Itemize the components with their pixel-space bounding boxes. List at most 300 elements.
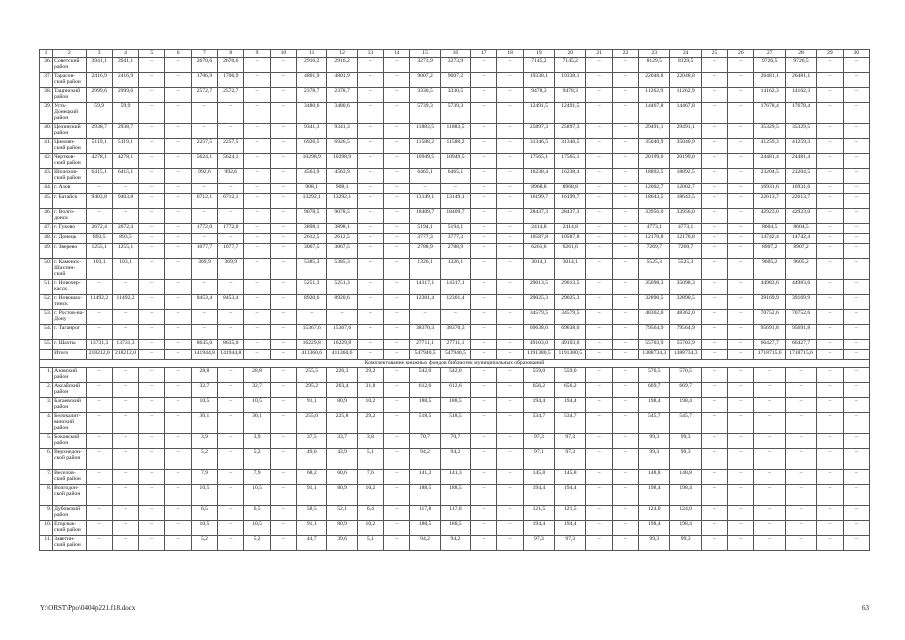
table-cell: – [112, 398, 138, 413]
table-cell: 141,3 [440, 470, 470, 485]
table-cell: – [612, 73, 638, 88]
table-cell: – [612, 485, 638, 506]
table-cell: – [191, 325, 217, 340]
table-cell: – [497, 368, 523, 383]
table-cell: – [497, 310, 523, 325]
table-cell: – [843, 194, 869, 209]
table-row [40, 154, 870, 169]
table-cell: – [586, 139, 612, 154]
table-cell: – [701, 485, 727, 506]
table-cell: 79564,9 [670, 325, 701, 340]
table-cell: – [471, 350, 497, 360]
table-cell: – [701, 368, 727, 383]
table-cell: 42923,0 [785, 209, 816, 224]
table-cell: 6712,1 [218, 194, 244, 209]
table-cell: – [586, 280, 612, 295]
table-cell: – [218, 398, 244, 413]
table-cell: – [612, 413, 638, 434]
municipality-name: Аксайский район [53, 383, 86, 398]
table-cell: 3,9 [244, 434, 270, 449]
table-cell: 17565,1 [523, 154, 554, 169]
table-cell: – [357, 73, 383, 88]
table-cell: 1772,0 [218, 224, 244, 234]
table-cell: 55703,9 [670, 340, 701, 350]
table-cell: 80,9 [327, 398, 357, 413]
table-cell: – [139, 310, 165, 325]
table-cell: – [139, 259, 165, 280]
table-cell: 559,0 [555, 368, 586, 383]
table-cell: 145,8 [555, 470, 586, 485]
table-cell: – [471, 73, 497, 88]
table-cell: 23204,5 [754, 169, 785, 184]
table-cell: – [612, 368, 638, 383]
table-cell: – [165, 295, 191, 310]
table-cell: – [497, 383, 523, 398]
table-cell: – [244, 295, 270, 310]
table-cell: – [270, 88, 296, 103]
row-number: 5. [40, 434, 53, 449]
table-cell: 26481,1 [754, 73, 785, 88]
table-cell: – [701, 103, 727, 124]
table-cell: – [701, 224, 727, 234]
table-cell: 10,5 [191, 398, 217, 413]
table-cell: – [357, 224, 383, 234]
table-cell: – [701, 58, 727, 73]
table-cell: – [86, 449, 112, 470]
table-cell: – [612, 103, 638, 124]
table-cell: – [139, 398, 165, 413]
municipality-name: Заветин-ский район [53, 536, 86, 551]
table-cell: – [728, 58, 754, 73]
table-cell: 97,3 [523, 434, 554, 449]
table-cell: – [270, 434, 296, 449]
table-cell: 518,5 [440, 413, 470, 434]
table-cell: 6,5 [191, 506, 217, 521]
table-cell: – [270, 103, 296, 124]
row-number: 52. [40, 295, 53, 310]
table-cell: – [191, 234, 217, 244]
table-cell: – [497, 169, 523, 184]
table-cell: 1718715,6 [785, 350, 816, 360]
table-cell: – [270, 340, 296, 350]
table-cell: 15367,6 [297, 325, 327, 340]
table-cell: 3777,3 [440, 234, 470, 244]
table-cell: 44,7 [297, 536, 327, 551]
table-cell: 547940,5 [410, 350, 440, 360]
table-cell: 148,8 [670, 470, 701, 485]
table-cell: 198,4 [670, 398, 701, 413]
table-cell: – [843, 124, 869, 139]
table-cell: – [244, 310, 270, 325]
table-cell: – [817, 325, 843, 340]
table-cell: – [112, 449, 138, 470]
table-cell: 16229,8 [297, 340, 327, 350]
table-cell: – [701, 434, 727, 449]
municipality-name: Усть-Донецкий район [53, 103, 86, 124]
row-number: 53. [40, 310, 53, 325]
table-cell: – [471, 521, 497, 536]
table-cell: 28,8 [244, 368, 270, 383]
table-cell: – [843, 340, 869, 350]
municipality-name: г. Гуково [53, 224, 86, 234]
table-cell: – [357, 58, 383, 73]
table-row [40, 485, 870, 506]
table-cell: – [139, 244, 165, 259]
table-cell: – [218, 506, 244, 521]
column-number: 9 [244, 50, 270, 58]
table-cell: – [218, 536, 244, 551]
table-cell: – [270, 310, 296, 325]
table-cell: – [244, 124, 270, 139]
table-row [40, 470, 870, 485]
table-cell: – [471, 224, 497, 234]
table-cell: 27711,1 [440, 340, 470, 350]
table-cell: 10587,8 [555, 234, 586, 244]
municipality-name: г. Новошах-тинск [53, 295, 86, 310]
table-cell: – [754, 470, 785, 485]
table-cell: – [785, 470, 816, 485]
table-cell: 35329,5 [785, 124, 816, 139]
table-cell: – [586, 209, 612, 224]
table-cell: – [785, 434, 816, 449]
table-cell: – [701, 209, 727, 224]
table-cell: 124,0 [670, 506, 701, 521]
table-cell: – [843, 280, 869, 295]
table-cell: – [165, 124, 191, 139]
table-cell: – [612, 184, 638, 194]
table-cell: – [612, 350, 638, 360]
table-cell: – [384, 103, 410, 124]
table-cell: – [728, 485, 754, 506]
table-cell: – [191, 209, 217, 224]
table-cell: 28,8 [191, 368, 217, 383]
table-cell: 29,2 [357, 413, 383, 434]
table-row [40, 224, 870, 234]
table-cell: 411360,6 [327, 350, 357, 360]
table-row [40, 259, 870, 280]
table-cell: – [384, 485, 410, 506]
table-cell: – [497, 139, 523, 154]
table-cell: – [785, 485, 816, 506]
table-cell: 10,5 [244, 398, 270, 413]
table-cell: 656,2 [555, 383, 586, 398]
table-cell: 8907,2 [785, 244, 816, 259]
table-cell: 1326,1 [410, 259, 440, 280]
table-cell: – [843, 485, 869, 506]
table-cell: – [270, 368, 296, 383]
table-cell: 44983,6 [785, 280, 816, 295]
table-cell: – [497, 434, 523, 449]
table-cell: 13292,1 [327, 194, 357, 209]
table-cell: – [139, 280, 165, 295]
row-number: 8. [40, 485, 53, 506]
row-number: 51. [40, 280, 53, 295]
table-cell: – [728, 470, 754, 485]
table-cell: – [244, 234, 270, 244]
table-body [40, 50, 870, 551]
table-cell: 117,8 [440, 506, 470, 521]
table-cell: – [586, 124, 612, 139]
table-cell: – [471, 398, 497, 413]
table-cell: 29491,1 [639, 124, 670, 139]
table-cell: 194,4 [555, 398, 586, 413]
table-cell: – [817, 259, 843, 280]
table-cell: – [586, 58, 612, 73]
table-cell: – [497, 194, 523, 209]
table-cell: 35329,5 [754, 124, 785, 139]
column-number: 12 [327, 50, 357, 58]
table-cell: – [701, 244, 727, 259]
table-cell: 9007,2 [410, 73, 440, 88]
table-cell: – [384, 280, 410, 295]
table-cell: 2916,2 [327, 58, 357, 73]
table-cell: 29013,5 [523, 280, 554, 295]
table-cell: 3,9 [191, 434, 217, 449]
table-cell: 43,9 [327, 449, 357, 470]
table-cell: – [701, 340, 727, 350]
column-number: 7 [191, 50, 217, 58]
table-cell: 7269,7 [670, 244, 701, 259]
table-row [40, 434, 870, 449]
row-number: 4. [40, 413, 53, 434]
table-cell: – [384, 154, 410, 169]
table-cell: – [497, 154, 523, 169]
table-cell: 22613,7 [785, 194, 816, 209]
table-cell: – [612, 209, 638, 224]
table-cell: 18409,7 [410, 209, 440, 224]
table-cell: – [384, 434, 410, 449]
table-cell: 10,5 [244, 521, 270, 536]
table-cell: 11883,5 [410, 124, 440, 139]
table-cell: – [384, 139, 410, 154]
table-cell: 9403,8 [112, 194, 138, 209]
table-cell: – [244, 340, 270, 350]
table-cell: – [165, 521, 191, 536]
table-cell: 2572,7 [218, 88, 244, 103]
table-cell: 23204,5 [785, 169, 816, 184]
table-cell: 49103,0 [555, 340, 586, 350]
table-cell: – [384, 295, 410, 310]
table-cell: – [497, 449, 523, 470]
table-cell: – [728, 139, 754, 154]
table-cell: – [612, 259, 638, 280]
column-number: 23 [639, 50, 670, 58]
column-number: 17 [471, 50, 497, 58]
table-cell: – [327, 310, 357, 325]
table-cell: – [112, 325, 138, 340]
table-cell: – [139, 103, 165, 124]
table-row [40, 398, 870, 413]
table-cell: 9478,3 [523, 88, 554, 103]
table-cell: – [497, 485, 523, 506]
table-cell: 52,1 [327, 506, 357, 521]
column-number: 10 [270, 50, 296, 58]
table-cell: 31346,5 [555, 139, 586, 154]
table-cell: – [384, 259, 410, 280]
table-cell: 2257,5 [191, 139, 217, 154]
table-cell: 3480,6 [327, 103, 357, 124]
column-number: 30 [843, 50, 869, 58]
table-cell: 29025,3 [555, 295, 586, 310]
table-cell: – [244, 209, 270, 224]
table-cell: – [497, 224, 523, 234]
table-cell: – [270, 280, 296, 295]
table-cell: 11588,2 [410, 139, 440, 154]
table-cell: 25897,3 [555, 124, 586, 139]
municipality-name: Итого [53, 350, 86, 360]
table-cell: – [384, 368, 410, 383]
table-cell: 908,1 [327, 184, 357, 194]
table-cell: – [139, 139, 165, 154]
table-cell: 10949,5 [410, 154, 440, 169]
municipality-name: г. Шахты [53, 340, 86, 350]
table-cell: – [843, 536, 869, 551]
municipality-name: Боковский район [53, 434, 86, 449]
table-cell: – [701, 169, 727, 184]
table-cell: – [817, 103, 843, 124]
row-number: 40. [40, 124, 53, 139]
table-cell: 6926,5 [327, 139, 357, 154]
table-cell: – [165, 224, 191, 234]
table-row [40, 413, 870, 434]
table-cell: – [612, 383, 638, 398]
table-cell: – [471, 413, 497, 434]
table-cell: 6465,1 [410, 169, 440, 184]
table-cell: 141944,8 [191, 350, 217, 360]
table-cell: – [586, 244, 612, 259]
table-cell: – [471, 154, 497, 169]
page-number: 63 [862, 604, 869, 612]
table-cell: – [586, 88, 612, 103]
table-cell: – [754, 536, 785, 551]
table-cell: – [843, 368, 869, 383]
municipality-name: Багаевский район [53, 398, 86, 413]
table-cell: – [701, 194, 727, 209]
table-cell: – [728, 521, 754, 536]
table-cell: – [270, 169, 296, 184]
table-cell: – [471, 280, 497, 295]
table-cell: 3330,5 [410, 88, 440, 103]
table-cell: 656,2 [523, 383, 554, 398]
table-cell: – [86, 470, 112, 485]
table-cell: 66427,7 [785, 340, 816, 350]
table-cell: – [165, 194, 191, 209]
table-cell: – [244, 73, 270, 88]
table-cell: – [612, 449, 638, 470]
table-cell: 6465,1 [440, 169, 470, 184]
row-number: 44. [40, 184, 53, 194]
row-number: 11. [40, 536, 53, 551]
table-cell: – [612, 244, 638, 259]
table-cell: 17678,4 [785, 103, 816, 124]
table-cell: – [384, 470, 410, 485]
table-cell: – [586, 536, 612, 551]
table-cell: 99,3 [639, 536, 670, 551]
table-cell: – [244, 280, 270, 295]
table-cell: 295,2 [297, 383, 327, 398]
table-cell: – [471, 58, 497, 73]
table-row [40, 184, 870, 194]
table-cell: – [728, 73, 754, 88]
table-cell: 2788,9 [440, 244, 470, 259]
table-cell: – [86, 506, 112, 521]
table-cell: 2414,8 [555, 224, 586, 234]
table-cell: – [244, 259, 270, 280]
table-cell: 10949,5 [440, 154, 470, 169]
table-cell: 12002,7 [670, 184, 701, 194]
row-number: 41. [40, 139, 53, 154]
table-cell: 255,5 [297, 368, 327, 383]
table-cell: 10,5 [244, 485, 270, 506]
table-cell: 41259,3 [754, 139, 785, 154]
table-cell: – [139, 470, 165, 485]
table-cell: 369,9 [191, 259, 217, 280]
table-cell: 893,5 [86, 234, 112, 244]
table-cell: – [754, 368, 785, 383]
table-cell: 22048,8 [639, 73, 670, 88]
table-cell: – [497, 470, 523, 485]
table-cell: – [270, 259, 296, 280]
table-cell: 669,7 [670, 383, 701, 398]
footer-file-path: Y:\ORST\Ppo\0404p221.f18.docx [40, 604, 136, 612]
table-cell: 2672,4 [112, 224, 138, 234]
table-cell: – [440, 184, 470, 194]
table-cell: 7,6 [357, 470, 383, 485]
row-number: 55. [40, 340, 53, 350]
column-number: 5 [139, 50, 165, 58]
table-cell: – [701, 295, 727, 310]
table-cell: – [701, 73, 727, 88]
table-cell: – [244, 194, 270, 209]
table-cell: 30,1 [191, 413, 217, 434]
table-cell: 5,2 [244, 449, 270, 470]
table-cell: – [586, 169, 612, 184]
table-cell: – [139, 88, 165, 103]
table-cell: – [843, 259, 869, 280]
table-cell: – [112, 434, 138, 449]
table-cell: – [612, 325, 638, 340]
row-number: 39. [40, 103, 53, 124]
table-cell: – [843, 521, 869, 536]
table-cell: – [139, 209, 165, 224]
table-cell: 55703,9 [639, 340, 670, 350]
table-cell: – [612, 234, 638, 244]
table-cell: 141,3 [410, 470, 440, 485]
table-cell: – [384, 449, 410, 470]
table-cell: 8920,6 [327, 295, 357, 310]
table-cell: – [357, 124, 383, 139]
table-cell: 30,1 [244, 413, 270, 434]
table-cell: – [112, 184, 138, 194]
table-cell: – [270, 209, 296, 224]
table-cell: 9726,5 [754, 58, 785, 73]
table-cell: 49,0 [297, 449, 327, 470]
table-cell: 10298,9 [327, 154, 357, 169]
table-cell: 70752,6 [785, 310, 816, 325]
table-cell: – [701, 139, 727, 154]
table-cell: – [384, 224, 410, 234]
table-cell: – [817, 184, 843, 194]
column-number: 27 [754, 50, 785, 58]
table-cell: – [165, 169, 191, 184]
table-cell: 518,5 [410, 413, 440, 434]
table-cell: – [586, 224, 612, 234]
table-cell: 12301,4 [410, 295, 440, 310]
table-cell: 103,1 [112, 259, 138, 280]
table-cell: – [612, 398, 638, 413]
table-cell: 2416,9 [112, 73, 138, 88]
table-cell: 4773,1 [670, 224, 701, 234]
